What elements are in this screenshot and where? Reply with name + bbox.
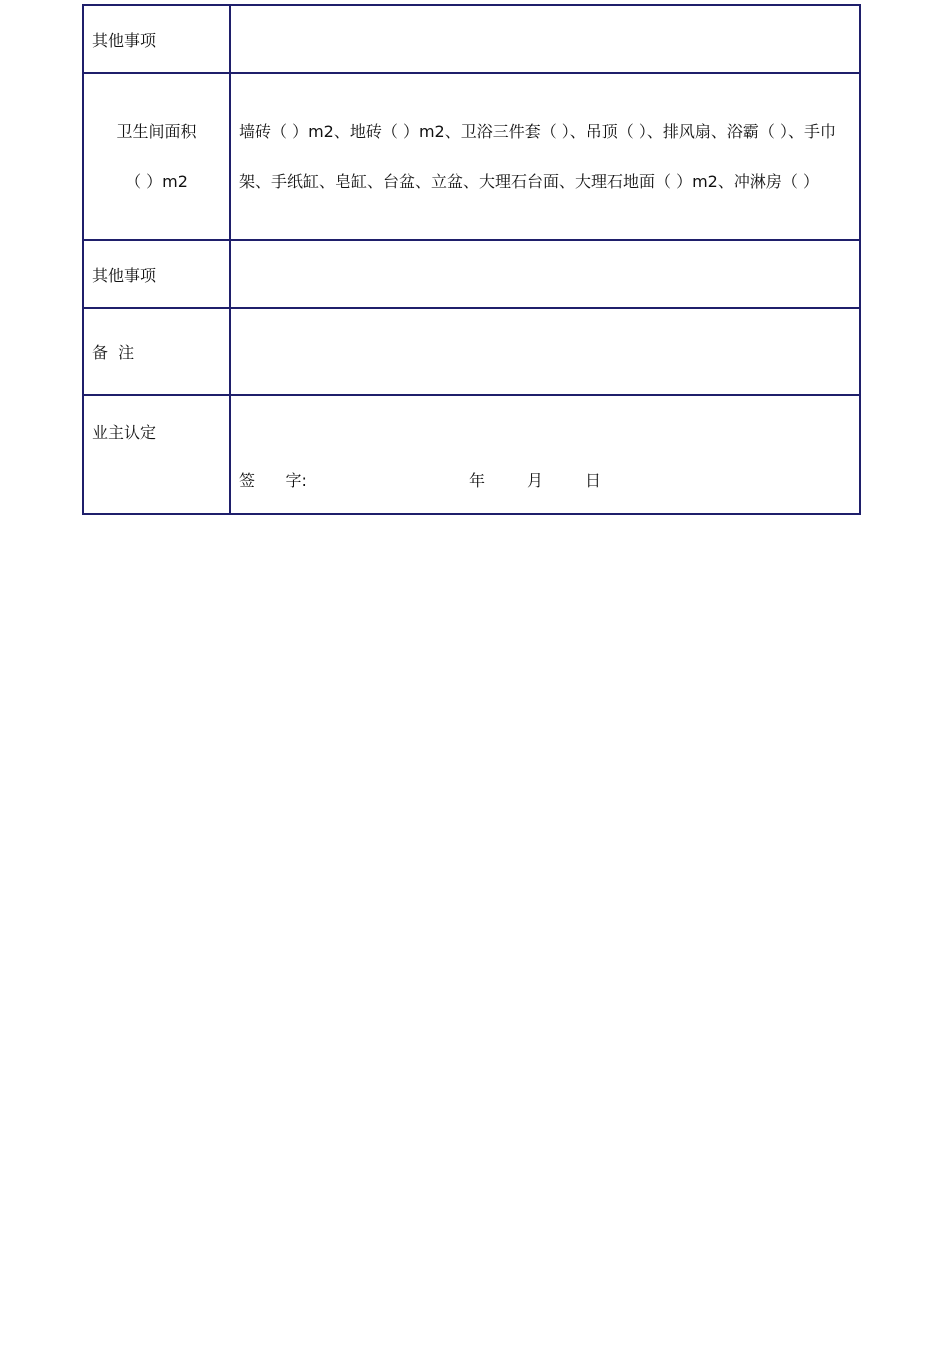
bathroom-area-unit: （ ）m2 [125, 171, 188, 191]
signature-label: 签 字: [239, 471, 307, 490]
bathroom-area-label [83, 73, 230, 240]
remarks-field[interactable] [230, 308, 860, 395]
remarks-label [83, 308, 230, 395]
bathroom-items-content: 墙砖（ ）m2、地砖（ ）m2、卫浴三件套（ ）、吊顶（ ）、排风扇、浴霸（ ）、手巾架、手纸缸、皂缸、台盆、立盆、大理石台面、大理石地面（ ）m2、冲淋房（ ） [230, 73, 860, 240]
renovation-form-table [82, 4, 861, 515]
other-items-field-1[interactable] [230, 5, 860, 73]
bathroom-area-title: 卫生间面积 [116, 121, 197, 141]
other-items-label-2: 其他事项 [83, 240, 230, 308]
month-label: 月 [527, 471, 544, 490]
other-items-field-2[interactable] [230, 240, 860, 308]
owner-confirm-label: 业主认定 [83, 395, 230, 514]
row-remarks [83, 308, 860, 395]
row-other-items-2 [83, 240, 860, 308]
signature-line [239, 396, 851, 513]
row-other-items-1 [83, 5, 860, 73]
row-owner-confirm [83, 395, 860, 514]
year-label: 年 [469, 471, 486, 490]
remarks-label-text: 备 注 [92, 343, 135, 362]
owner-sign-cell[interactable] [230, 395, 860, 514]
other-items-label-1: 其他事项 [83, 5, 230, 73]
row-bathroom [83, 73, 860, 240]
day-label: 日 [585, 471, 602, 490]
